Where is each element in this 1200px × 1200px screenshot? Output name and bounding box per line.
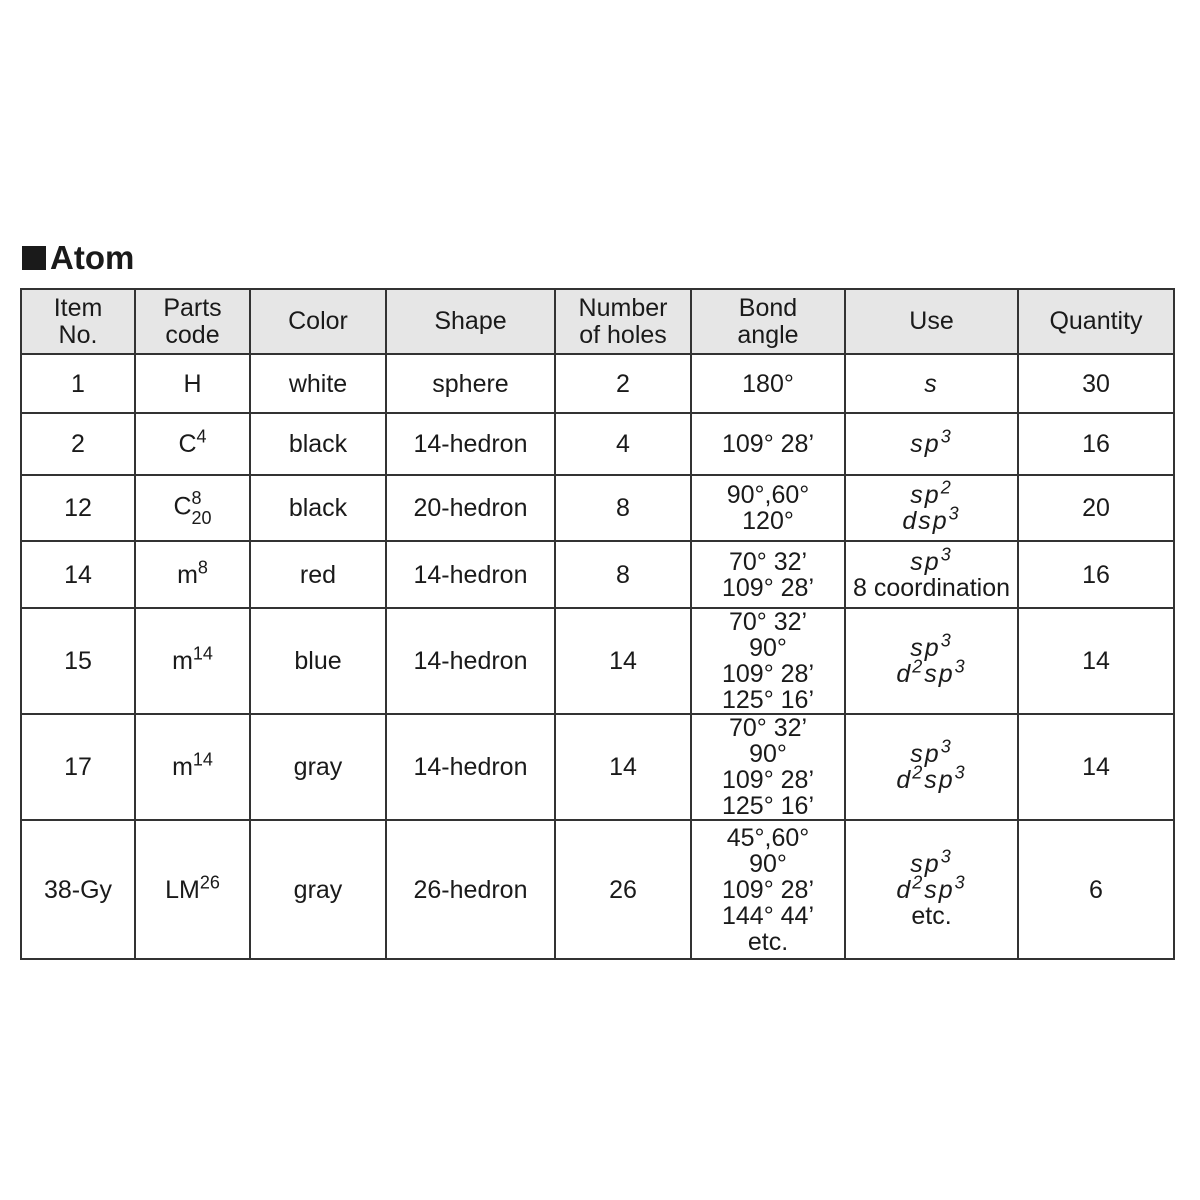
use-note: etc.	[911, 901, 952, 930]
use-note: 8 coordination	[852, 573, 1011, 602]
table-row	[21, 475, 1174, 541]
bond-angle-line: 90°,60°	[726, 481, 810, 509]
use-line	[850, 656, 1013, 688]
holes-cell: 14	[555, 608, 691, 714]
column-header	[21, 289, 135, 354]
bond-angle-line: 109° 28’	[721, 660, 815, 688]
atom-table	[20, 288, 1175, 960]
use-prefix-sup: 2	[912, 656, 925, 677]
parts-code-cell	[135, 354, 250, 413]
column-header-line: No.	[58, 320, 98, 349]
table-row	[21, 714, 1174, 820]
use-line	[850, 477, 1013, 509]
use-sup: 3	[954, 762, 967, 783]
parts-code-sup: 8	[197, 557, 208, 578]
item-no-cell: 1	[21, 354, 135, 413]
bond-angle-line: 109° 28’	[721, 573, 815, 602]
use-line	[850, 371, 1013, 397]
item-no-cell: 17	[21, 714, 135, 820]
use-sup: 3	[940, 846, 953, 867]
bond-angle-line: 144° 44’	[721, 901, 815, 930]
shape-cell: 14-hedron	[386, 608, 555, 714]
item-no-cell: 2	[21, 413, 135, 475]
column-header	[250, 289, 386, 354]
column-header-line: Bond	[738, 293, 798, 322]
holes-cell: 4	[555, 413, 691, 475]
use-line	[850, 762, 1013, 794]
use-cell	[845, 714, 1018, 820]
parts-code-sup: 4	[196, 426, 207, 447]
use-base: sp	[924, 875, 955, 904]
column-header	[386, 289, 555, 354]
square-bullet-icon	[22, 246, 46, 270]
use-base: sp	[910, 634, 941, 662]
bond-angle-line: etc.	[747, 927, 789, 956]
use-prefix-sup: 2	[912, 872, 925, 893]
item-no-cell: 38-Gy	[21, 820, 135, 959]
column-header-line: of holes	[579, 320, 667, 349]
bond-angle-line: 180°	[742, 369, 794, 398]
use-line	[850, 426, 1013, 458]
parts-code-sup: 14	[192, 643, 213, 664]
column-header	[555, 289, 691, 354]
column-header	[1018, 289, 1174, 354]
bond-angle-cell	[691, 354, 845, 413]
holes-cell: 8	[555, 541, 691, 608]
use-sup: 3	[954, 872, 967, 893]
bond-angle-line: 109° 28’	[721, 430, 815, 458]
use-line	[850, 544, 1013, 576]
use-base: sp	[910, 430, 941, 458]
use-line	[850, 872, 1013, 904]
use-base: sp	[924, 660, 955, 688]
header-row	[21, 289, 1174, 354]
column-header	[845, 289, 1018, 354]
parts-code-cell	[135, 541, 250, 608]
column-header-line: Color	[288, 307, 348, 335]
use-sup: 3	[940, 544, 953, 565]
table-body	[21, 354, 1174, 959]
table-row	[21, 413, 1174, 475]
bond-angle-cell	[691, 608, 845, 714]
parts-code-scripts	[192, 488, 212, 528]
item-no-cell: 14	[21, 541, 135, 608]
use-sup: 3	[940, 630, 953, 651]
color-cell: blue	[250, 608, 386, 714]
use-sup: 2	[940, 477, 953, 498]
column-header-line: Parts	[163, 293, 222, 322]
table-row	[21, 608, 1174, 714]
color-cell: white	[250, 354, 386, 413]
use-base: sp	[910, 740, 941, 768]
holes-cell: 8	[555, 475, 691, 541]
use-line	[850, 846, 1013, 878]
parts-code-cell	[135, 475, 250, 541]
bond-angle-line: 70° 32’	[728, 608, 808, 636]
table-row	[21, 354, 1174, 413]
bond-angle-line: 109° 28’	[721, 766, 815, 794]
quantity-cell: 30	[1018, 354, 1174, 413]
bond-angle-line: 70° 32’	[728, 714, 808, 742]
use-sup: 3	[940, 426, 953, 447]
column-header	[135, 289, 250, 354]
parts-code-base: C	[178, 430, 197, 458]
parts-code-cell	[135, 714, 250, 820]
use-prefix: d	[896, 875, 913, 904]
bond-angle-line: 70° 32’	[728, 547, 808, 576]
parts-code-cell	[135, 608, 250, 714]
use-base: sp	[910, 481, 941, 509]
color-cell: gray	[250, 714, 386, 820]
bond-angle-cell	[691, 475, 845, 541]
use-sup: 3	[948, 503, 961, 524]
bond-angle-line: 45°,60°	[726, 823, 810, 852]
use-base: sp	[910, 849, 941, 878]
shape-cell: 14-hedron	[386, 541, 555, 608]
column-header-line: Shape	[434, 307, 507, 335]
use-line	[850, 630, 1013, 662]
bond-angle-line: 109° 28’	[721, 875, 815, 904]
bond-angle-line: 125° 16’	[721, 792, 815, 820]
color-cell: black	[250, 475, 386, 541]
quantity-cell: 16	[1018, 413, 1174, 475]
table-row	[21, 820, 1174, 959]
column-header-line: Use	[909, 307, 954, 335]
use-line	[850, 736, 1013, 768]
use-base: s	[924, 369, 939, 398]
table-row	[21, 541, 1174, 608]
parts-code-base: m	[172, 753, 193, 781]
use-cell	[845, 820, 1018, 959]
bond-angle-line: 120°	[742, 507, 794, 535]
quantity-cell: 14	[1018, 608, 1174, 714]
bond-angle-cell	[691, 820, 845, 959]
bond-angle-line: 125° 16’	[721, 686, 815, 714]
use-sup: 3	[954, 656, 967, 677]
parts-code-base: H	[183, 369, 202, 398]
shape-cell: 26-hedron	[386, 820, 555, 959]
quantity-cell: 16	[1018, 541, 1174, 608]
column-header-line: angle	[737, 320, 799, 349]
section-title	[22, 238, 134, 278]
bond-angle-cell	[691, 714, 845, 820]
use-prefix: d	[896, 660, 913, 688]
bond-angle-cell	[691, 541, 845, 608]
parts-code-sub: 20	[191, 508, 212, 528]
quantity-cell: 6	[1018, 820, 1174, 959]
bond-angle-line: 90°	[749, 849, 787, 878]
shape-cell: 14-hedron	[386, 413, 555, 475]
parts-code-base: LM	[165, 875, 200, 904]
parts-code-base: m	[172, 647, 193, 675]
parts-code-base: m	[177, 560, 198, 589]
parts-code-sup: 14	[192, 749, 213, 770]
column-header-line: Quantity	[1049, 307, 1143, 335]
holes-cell: 2	[555, 354, 691, 413]
use-line	[850, 503, 1013, 535]
parts-code-cell	[135, 820, 250, 959]
parts-code-base: C	[173, 492, 192, 521]
parts-code-sup: 26	[199, 872, 220, 893]
column-header	[691, 289, 845, 354]
use-cell	[845, 608, 1018, 714]
use-cell	[845, 541, 1018, 608]
item-no-cell: 15	[21, 608, 135, 714]
column-header-line: code	[165, 320, 220, 349]
holes-cell: 26	[555, 820, 691, 959]
shape-cell: 20-hedron	[386, 475, 555, 541]
use-sup: 3	[940, 736, 953, 757]
item-no-cell: 12	[21, 475, 135, 541]
column-header-line: Item	[53, 293, 103, 322]
use-prefix-sup: 2	[912, 762, 925, 783]
quantity-cell: 20	[1018, 475, 1174, 541]
use-prefix: d	[902, 507, 919, 535]
bond-angle-line: 90°	[749, 634, 787, 662]
color-cell: black	[250, 413, 386, 475]
column-header-line: Number	[578, 293, 668, 322]
color-cell: red	[250, 541, 386, 608]
shape-cell: 14-hedron	[386, 714, 555, 820]
color-cell: gray	[250, 820, 386, 959]
section-title-text: Atom	[50, 239, 135, 276]
use-prefix: d	[896, 766, 913, 794]
shape-cell: sphere	[386, 354, 555, 413]
use-base: sp	[924, 766, 955, 794]
parts-code-sup: 8	[191, 488, 202, 508]
parts-code-cell	[135, 413, 250, 475]
use-base: sp	[910, 547, 941, 576]
use-cell	[845, 413, 1018, 475]
quantity-cell: 14	[1018, 714, 1174, 820]
bond-angle-line: 90°	[749, 740, 787, 768]
use-cell	[845, 475, 1018, 541]
use-base: sp	[918, 507, 949, 535]
holes-cell: 14	[555, 714, 691, 820]
bond-angle-cell	[691, 413, 845, 475]
use-cell	[845, 354, 1018, 413]
